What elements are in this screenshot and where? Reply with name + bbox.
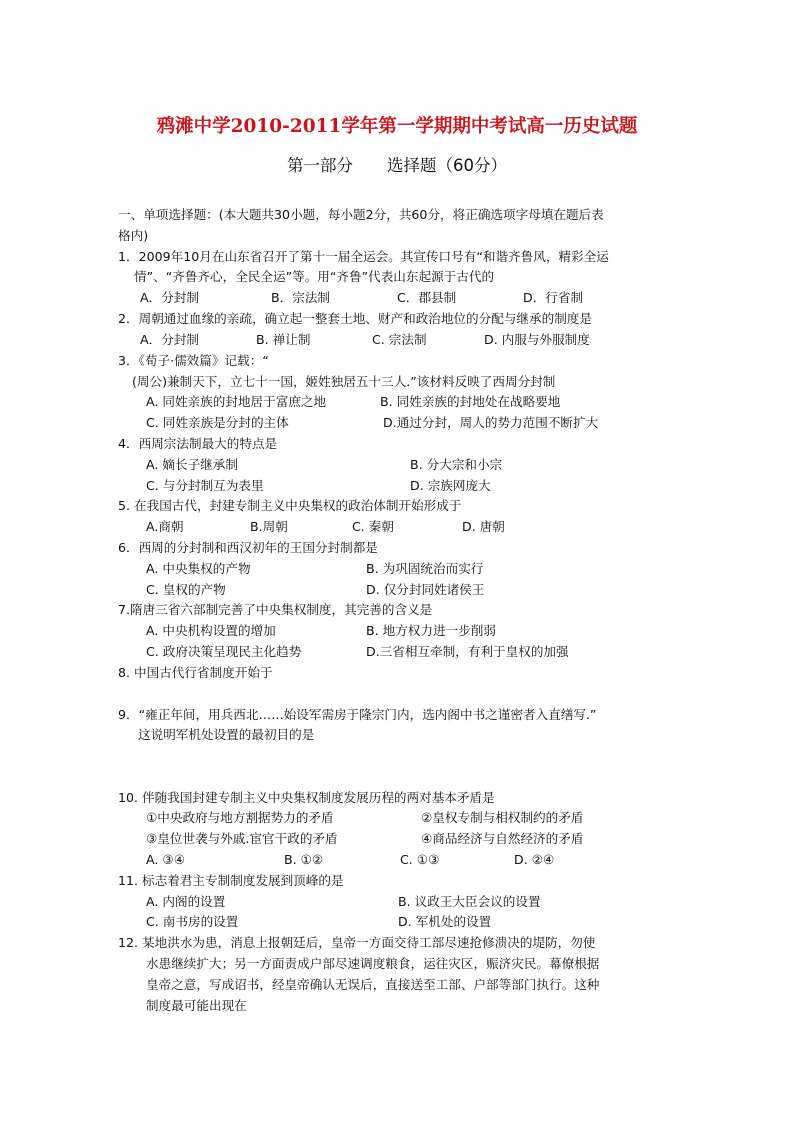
part-name: 第一部分 [287, 156, 353, 175]
q7-option-c[interactable]: C. 政府决策呈现民主化趋势 [146, 644, 302, 659]
q1-option-a[interactable]: A．分封制 [140, 290, 199, 305]
q2-option-c[interactable]: C. 宗法制 [372, 332, 427, 347]
q4-option-a[interactable]: A. 嫡长子继承制 [146, 457, 238, 472]
q5-option-d[interactable]: D. 唐朝 [462, 519, 505, 534]
question-2-text: 2．周朝通过血缘的亲疏，确立起一整套土地、财产和政治地位的分配与继承的制度是 [118, 311, 592, 326]
exam-title: 鸦滩中学2010-2011学年第一学期期中考试高一历史试题 [156, 116, 638, 137]
question-12-text-cont-1: 水患继续扩大；另一方面责成户部尽速调度粮食，运往灾区，赈济灾民。幕僚根据 [146, 956, 600, 971]
question-9-text-cont: 这说明军机处设置的最初目的是 [138, 727, 315, 742]
question-12-text: 12. 某地洪水为患，消息上报朝廷后，皇帝一方面交待工部尽速抢修溃决的堤防，勿使 [118, 935, 596, 950]
q4-option-c[interactable]: C. 与分封制互为表里 [146, 478, 264, 493]
q1-option-b[interactable]: B．宗法制 [271, 290, 331, 305]
q10-option-b[interactable]: B. ①② [284, 852, 324, 867]
q1-option-d[interactable]: D．行省制 [523, 290, 584, 305]
q10-statement-4: ④商品经济与自然经济的矛盾 [421, 831, 584, 846]
q4-option-d[interactable]: D. 宗族网庞大 [410, 478, 491, 493]
q11-option-a[interactable]: A. 内阁的设置 [146, 894, 226, 909]
q3-option-b[interactable]: B. 同姓亲族的封地处在战略要地 [380, 394, 561, 409]
q6-option-d[interactable]: D. 仅分封同姓诸侯王 [366, 582, 485, 597]
q11-option-b[interactable]: B. 议政王大臣会议的设置 [398, 894, 541, 909]
q7-option-b[interactable]: B. 地方权力进一步削弱 [366, 623, 496, 638]
q10-statement-2: ②皇权专制与相权制约的矛盾 [421, 810, 584, 825]
q4-option-b[interactable]: B. 分大宗和小宗 [410, 457, 503, 472]
question-3-text: 3．《荀子·儒效篇》记载：“ [118, 353, 269, 368]
q10-option-a[interactable]: A. ③④ [146, 852, 185, 867]
question-11-text: 11. 标志着君主专制制度发展到顶峰的是 [118, 873, 344, 888]
question-4-text: 4．西周宗法制最大的特点是 [118, 436, 278, 451]
q6-option-c[interactable]: C. 皇权的产物 [146, 582, 226, 597]
q11-option-d[interactable]: D. 军机处的设置 [398, 914, 492, 929]
q5-option-a[interactable]: A.商朝 [146, 519, 184, 534]
question-6-text: 6．西周的分封制和西汉初年的王国分封制都是 [118, 540, 378, 555]
q3-option-d[interactable]: D.通过分封，周人的势力范围不断扩大 [383, 415, 599, 430]
q6-option-a[interactable]: A. 中央集权的产物 [146, 561, 251, 576]
question-3-text-cont: (周公)兼制天下，立七十一国，姬姓独居五十三人.”该材料反映了西周分封制 [132, 374, 556, 389]
question-9-text: 9．“雍正年间，用兵西北……始设军需房于隆宗门内，选内阁中书之谨密者入直缮写.” [118, 707, 597, 722]
part-heading [0, 152, 794, 176]
question-12-text-cont-2: 皇帝之意，写成诏书，经皇帝确认无误后，直接送至工部、户部等部门执行。这种 [146, 977, 600, 992]
q10-statement-1: ①中央政府与地方割据势力的矛盾 [146, 810, 334, 825]
q10-option-d[interactable]: D. ②④ [514, 852, 555, 867]
question-12-text-cont-3: 制度最可能出现在 [146, 998, 247, 1013]
question-7-text: 7.隋唐三省六部制完善了中央集权制度，其完善的含义是 [118, 602, 433, 617]
question-5-text: 5. 在我国古代，封建专制主义中央集权的政治体制开始形成于 [118, 498, 462, 513]
q2-option-a[interactable]: A．分封制 [140, 332, 199, 347]
q5-option-c[interactable]: C. 秦朝 [352, 519, 394, 534]
part-type: 选择题（60分） [387, 156, 507, 175]
q7-option-d[interactable]: D.三省相互牵制，有利于皇权的加强 [366, 644, 569, 659]
question-1-text-cont: 情”、“齐鲁齐心，全民全运”等。用“齐鲁”代表山东起源于古代的 [134, 269, 495, 284]
q7-option-a[interactable]: A. 中央机构设置的增加 [146, 623, 276, 638]
q2-option-d[interactable]: D. 内服与外服制度 [484, 332, 590, 347]
q1-option-c[interactable]: C．郡县制 [397, 290, 457, 305]
q3-option-c[interactable]: C. 同姓亲族是分封的主体 [146, 415, 289, 430]
question-10-text: 10. 伴随我国封建专制主义中央集权制度发展历程的两对基本矛盾是 [118, 790, 495, 805]
question-8-text: 8. 中国古代行省制度开始于 [118, 665, 273, 680]
q11-option-c[interactable]: C. 南书房的设置 [146, 914, 239, 929]
q10-statement-3: ③皇位世袭与外戚.宦官干政的矛盾 [146, 831, 338, 846]
section-instructions-cont: 格内) [118, 228, 149, 243]
q2-option-b[interactable]: B. 禅让制 [256, 332, 311, 347]
q10-option-c[interactable]: C. ①③ [400, 852, 440, 867]
section-instructions: 一、单项选择题：(本大题共30小题，每小题2分，共60分，将正确选项字母填在题后表 [118, 207, 604, 222]
question-1-text: 1．2009年10月在山东省召开了第十一届全运会。其宣传口号有“和谐齐鲁风，精彩全运 [118, 249, 609, 264]
q6-option-b[interactable]: B. 为巩固统治而实行 [366, 561, 484, 576]
q5-option-b[interactable]: B.周朝 [250, 519, 288, 534]
q3-option-a[interactable]: A. 同姓亲族的封地居于富庶之地 [146, 394, 327, 409]
